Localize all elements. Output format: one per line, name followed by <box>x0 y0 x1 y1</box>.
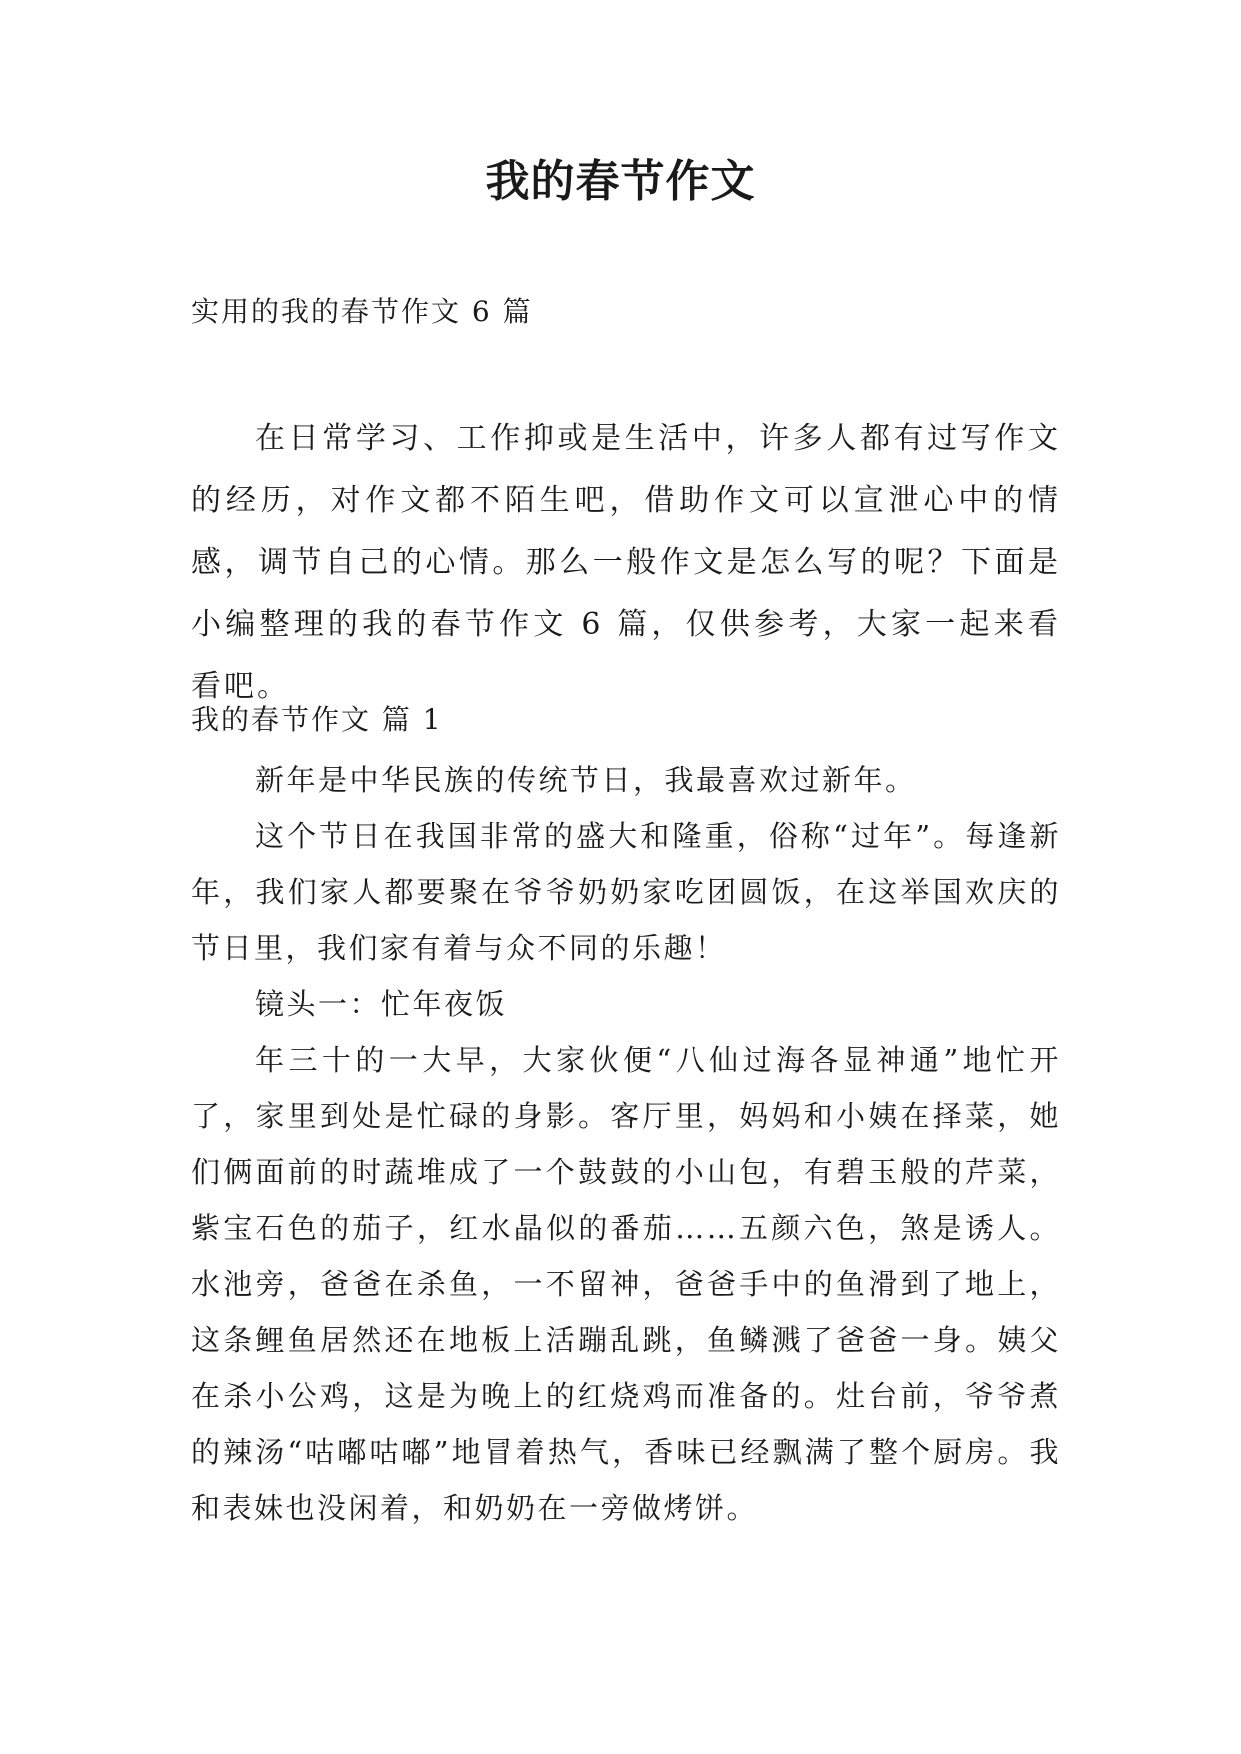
body-paragraph: 这个节日在我国非常的盛大和隆重，俗称“过年”。每逢新年，我们家人都要聚在爷爷奶奶家吃团圆饭，在这举国欢庆的节日里，我们家有着与众不同的乐趣！ <box>191 819 1061 965</box>
document-title: 我的春节作文 <box>485 156 756 207</box>
body-paragraph: 年三十的一大早，大家伙便“八仙过海各显神通”地忙开了，家里到处是忙碌的身影。客厅里，妈妈和小姨在择菜，她们俩面前的时蔬堆成了一个鼓鼓的小山包，有碧玉般的芹菜，紫宝石色的茄子，红水晶似的番茄……五颜六色，煞是诱人。水池旁，爸爸在杀鱼，一不留神，爸爸手中的鱼滑到了地上，这条鲤鱼居然还在地板上活蹦乱跳，鱼鳞溅了爸爸一身。姨父在杀小公鸡，这是为晚上的红烧鸡而准备的。灶台前，爷爷煮的辣汤“咕嘟咕嘟”地冒着热气，香味已经飘满了整个厨房。我和表妹也没闲着，和奶奶在一旁做烤饼。 <box>191 1043 1061 1525</box>
intro-paragraph: 在日常学习、工作抑或是生活中，许多人都有过写作文的经历，对作文都不陌生吧，借助作文可以宣泄心中的情感，调节自己的心情。那么一般作文是怎么写的呢？下面是小编整理的我的春节作文 6 篇，仅供参考，大家一起来看看吧。 <box>191 421 1061 704</box>
document-subtitle: 实用的我的春节作文 6 篇 <box>191 295 533 328</box>
body-paragraph: 新年是中华民族的传统节日，我最喜欢过新年。 <box>255 763 917 797</box>
body-text <box>191 752 1061 1536</box>
section-heading: 我的春节作文 篇 1 <box>191 703 443 736</box>
body-paragraph: 镜头一：忙年夜饭 <box>255 987 508 1021</box>
